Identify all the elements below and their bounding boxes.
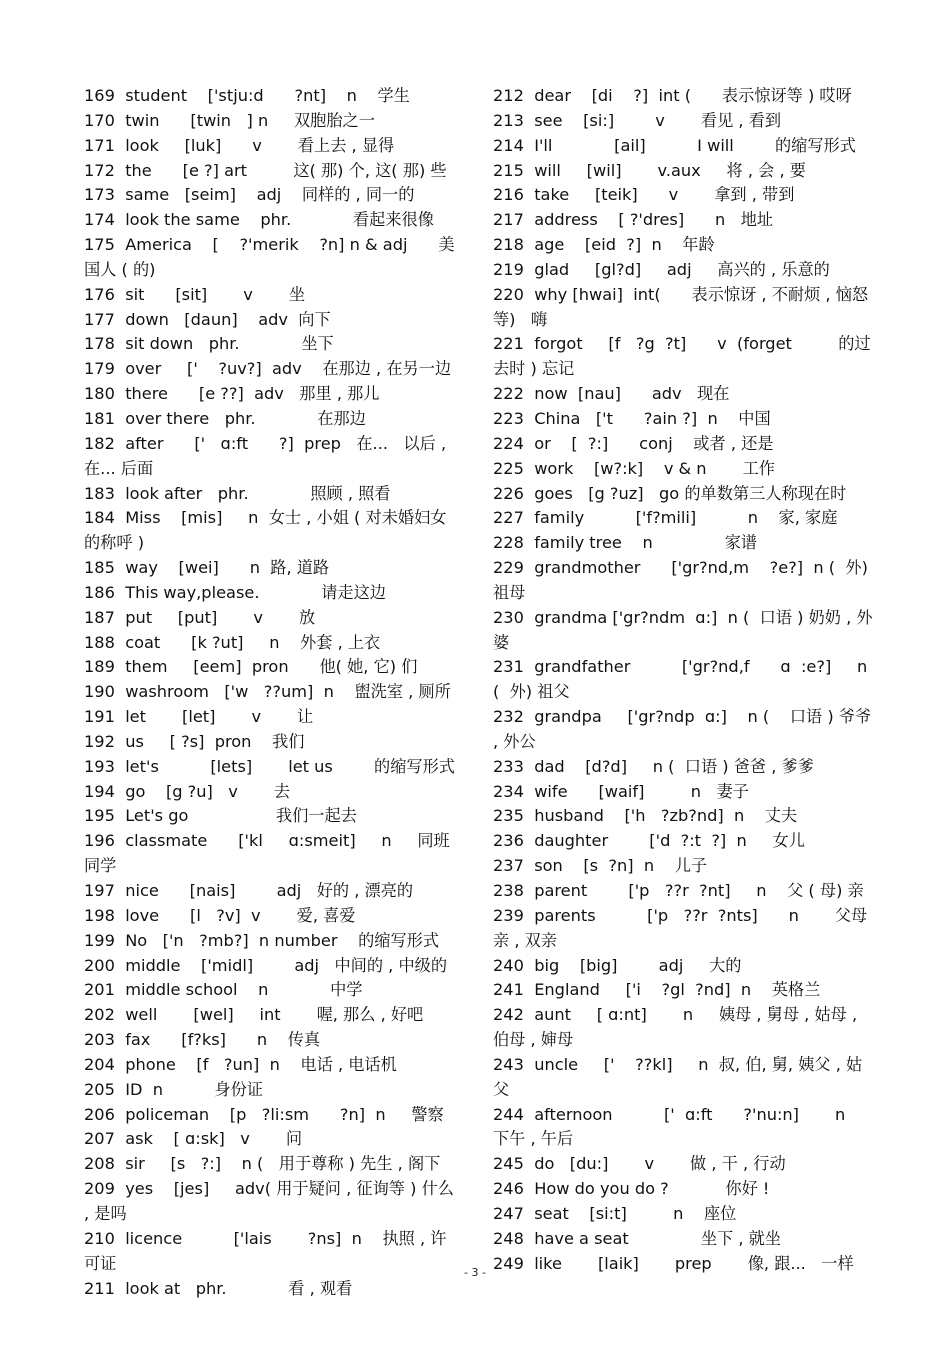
vocab-entry: 191 let [let] v 让 [84, 707, 314, 727]
vocab-entry: 233 dad [d?d] n ( 口语 ) 爸爸 , 爹爹 [493, 756, 814, 776]
vocab-entry: 237 son [s ?n] n 儿子 [493, 856, 708, 876]
vocab-entry: 210 licence ['lais ?ns] n 执照 , 许可证 [84, 1228, 447, 1273]
vocab-entry: 220 why [hwai] int( 表示惊讶 , 不耐烦 , 恼怒等) 嗨 [493, 284, 869, 329]
vocab-entry: 209 yes [jes] adv( 用于疑问 , 征询等 ) 什么 , 是吗 [84, 1179, 460, 1223]
vocab-entry: 195 Let's go 我们一起去 [84, 806, 357, 826]
right-column [493, 84, 875, 1277]
vocab-entry: 230 grandma ['gr?ndm ɑ:] n ( 口语 ) 奶奶 , 外婆 [493, 607, 873, 652]
vocab-entry: 234 wife [waif] n 妻子 [493, 781, 749, 801]
vocab-entry: 223 China ['t ?ain ?] n 中国 [493, 408, 771, 428]
vocab-entry: 218 age [eid ?] n 年龄 [493, 235, 715, 255]
vocab-entry: 177 down [daun] adv 向下 [84, 309, 331, 329]
vocab-entry: 224 or [ ?:] conj 或者 , 还是 [493, 433, 774, 453]
vocab-entry: 241 England ['i ?gl ?nd] n 英格兰 [493, 980, 821, 1000]
vocab-entry: 232 grandpa ['gr?ndp ɑ:] n ( 口语 ) 爷爷 , 外公 [493, 707, 877, 751]
vocab-entry: 176 sit [sit] v 坐 [84, 284, 306, 304]
vocab-entry: 179 over [' ?uv?] adv 在那边 , 在另一边 [84, 359, 452, 379]
vocab-entry: 226 goes [g ?uz] go 的单数第三人称现在时 [493, 483, 847, 503]
vocab-entry: 211 look at phr. 看 , 观看 [84, 1278, 353, 1298]
vocab-entry: 227 family ['f?mili] n 家, 家庭 [493, 508, 838, 528]
vocab-entry: 204 phone [f ?un] n 电话 , 电话机 [84, 1054, 397, 1074]
vocab-entry: 190 washroom ['w ??um] n 盥洗室 , 厕所 [84, 682, 451, 702]
vocab-entry: 213 see [si:] v 看见 , 看到 [493, 110, 782, 130]
left-column [84, 84, 458, 1301]
vocab-entry: 249 like [laik] prep 像, 跟... 一样 [493, 1253, 854, 1273]
vocab-entry: 173 same [seim] adj 同样的 , 同一的 [84, 185, 415, 205]
vocab-entry: 208 sir [s ?:] n ( 用于尊称 ) 先生 , 阁下 [84, 1154, 441, 1174]
vocab-entry: 182 after [' ɑ:ft ?] prep 在... 以后 , 在... 后面 [84, 433, 452, 478]
vocab-entry: 197 nice [nais] adj 好的 , 漂亮的 [84, 881, 414, 900]
vocab-entry: 235 husband ['h ?zb?nd] n 丈夫 [493, 806, 798, 826]
vocab-entry: 222 now [nau] adv 现在 [493, 384, 730, 404]
vocab-entry: 194 go [g ?u] v 去 [84, 781, 291, 801]
vocab-entry: 206 policeman [p ?li:sm ?n] n 警察 [84, 1104, 444, 1124]
vocab-entry: 187 put [put] v 放 [84, 607, 316, 627]
vocab-entry: 228 family tree n 家谱 [493, 533, 758, 553]
vocab-entry: 180 there [e ??] adv 那里 , 那儿 [84, 384, 380, 404]
vocab-entry: 196 classmate ['kl ɑ:smeit] n 同班同学 [84, 831, 450, 876]
vocab-entry: 231 grandfather ['gr?nd,f ɑ :e?] n ( 外) 祖父 [493, 657, 873, 702]
vocab-entry: 215 will [wil] v.aux 将 , 会 , 要 [493, 160, 806, 180]
vocab-entry: 185 way [wei] n 路, 道路 [84, 558, 330, 578]
vocab-entry: 207 ask [ ɑ:sk] v 问 [84, 1129, 303, 1149]
vocab-entry: 192 us [ ?s] pron 我们 [84, 731, 305, 751]
vocab-entry: 199 No ['n ?mb?] n number 的缩写形式 [84, 930, 440, 950]
vocab-entry: 216 take [teik] v 拿到 , 带到 [493, 185, 795, 205]
vocab-entry: 198 love [l ?v] v 爱, 喜爱 [84, 905, 356, 925]
vocab-entry: 246 How do you do ? 你好 ! [493, 1179, 770, 1199]
vocab-entry: 248 have a seat 坐下 , 就坐 [493, 1228, 781, 1248]
vocab-entry: 244 afternoon [' ɑ:ft ?'nu:n] n 下午 , 午后 [493, 1104, 872, 1149]
vocab-entry: 214 I'll [ail] I will 的缩写形式 [493, 135, 856, 155]
vocab-entry: 200 middle ['midl] adj 中间的 , 中级的 [84, 955, 448, 975]
vocab-entry: 174 look the same phr. 看起来很像 [84, 210, 434, 230]
vocab-entry: 225 work [w?:k] v & n 工作 [493, 458, 775, 478]
vocab-entry: 239 parents ['p ??r ?nts] n 父母亲 , 双亲 [493, 905, 868, 950]
vocab-entry: 203 fax [f?ks] n 传真 [84, 1030, 321, 1050]
vocab-entry: 212 dear [di ?] int ( 表示惊讶等 ) 哎呀 [493, 86, 852, 105]
vocab-entry: 169 student ['stju:d ?nt] n 学生 [84, 86, 410, 105]
vocab-entry: 175 America [ ?'merik ?n] n & adj 美国人 ( 的) [84, 235, 455, 279]
vocab-entry: 205 ID n 身份证 [84, 1079, 263, 1099]
vocab-entry: 171 look [luk] v 看上去 , 显得 [84, 135, 395, 155]
vocab-entry: 193 let's [lets] let us 的缩写形式 [84, 756, 455, 776]
vocab-entry: 240 big [big] adj 大的 [493, 955, 742, 975]
vocab-entry: 236 daughter ['d ?:t ?] n 女儿 [493, 831, 805, 851]
vocab-entry: 183 look after phr. 照顾 , 照看 [84, 483, 391, 503]
vocab-entry: 243 uncle [' ??kl] n 叔, 伯, 舅, 姨父 , 姑父 [493, 1054, 863, 1099]
vocab-entry: 202 well [wel] int 喔, 那么 , 好吧 [84, 1005, 424, 1025]
vocab-entry: 219 glad [gl?d] adj 高兴的 , 乐意的 [493, 259, 830, 279]
page-number: - 3 - [464, 1266, 486, 1279]
vocab-entry: 221 forgot [f ?g ?t] v (forget 的过去时 ) 忘记 [493, 334, 871, 379]
vocab-entry: 178 sit down phr. 坐下 [84, 334, 334, 354]
vocab-entry: 172 the [e ?] art 这( 那) 个, 这( 那) 些 [84, 160, 447, 180]
vocab-entry: 181 over there phr. 在那边 [84, 408, 366, 428]
vocab-entry: 184 Miss [mis] n 女士 , 小姐 ( 对未婚妇女的称呼 ) [84, 508, 447, 553]
vocab-entry: 170 twin [twin ] n 双胞胎之一 [84, 110, 375, 130]
vocab-entry: 189 them [eem] pron 他( 她, 它) 们 [84, 657, 418, 677]
vocab-entry: 188 coat [k ?ut] n 外套 , 上衣 [84, 632, 381, 652]
vocab-entry: 201 middle school n 中学 [84, 980, 363, 1000]
vocab-entry: 217 address [ ?'dres] n 地址 [493, 210, 774, 230]
vocab-entry: 229 grandmother ['gr?nd,m ?e?] n ( 外) 祖母 [493, 558, 874, 602]
vocab-entry: 242 aunt [ ɑ:nt] n 姨母 , 舅母 , 姑母 , 伯母 , 婶母 [493, 1005, 863, 1050]
vocab-entry: 245 do [du:] v 做 , 干 , 行动 [493, 1154, 786, 1174]
vocab-entry: 186 This way,please. 请走这边 [84, 582, 386, 602]
vocab-entry: 238 parent ['p ??r ?nt] n 父 ( 母) 亲 [493, 881, 864, 900]
vocab-entry: 247 seat [si:t] n 座位 [493, 1203, 737, 1223]
